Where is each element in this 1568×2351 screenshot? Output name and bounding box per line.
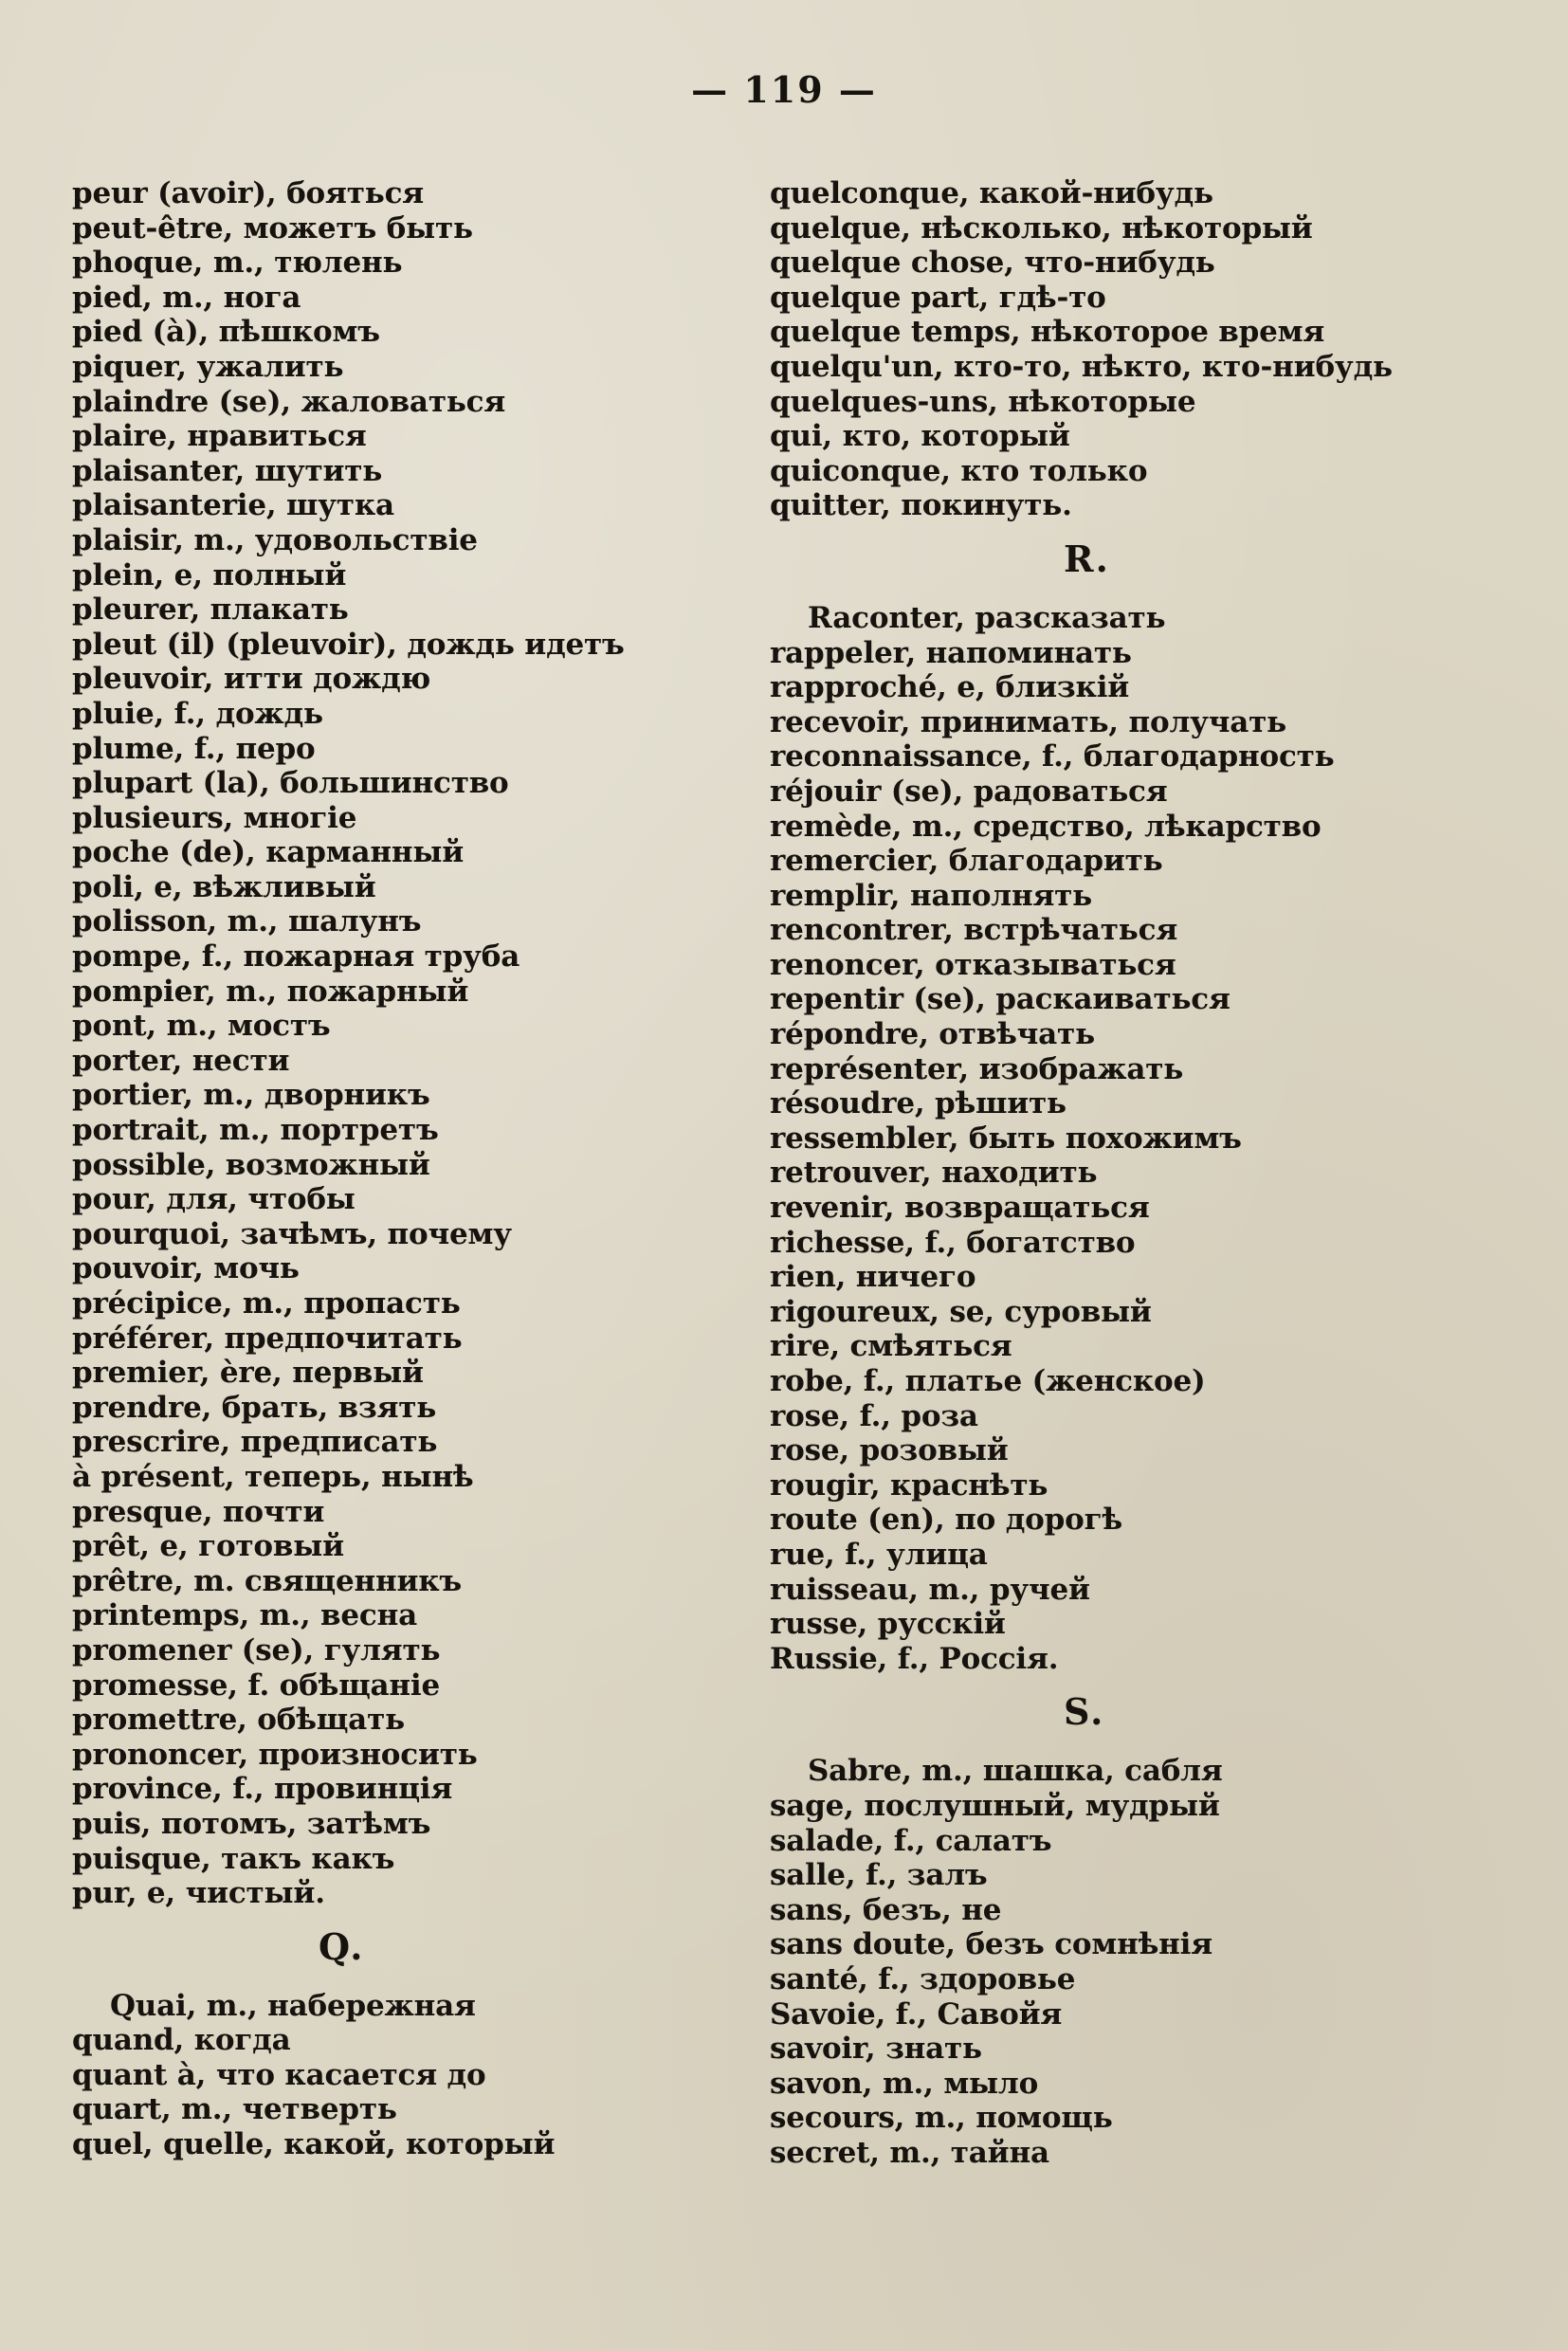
dictionary-entry: rose, розовый (770, 1433, 1009, 1468)
dictionary-entry: plusieurs, многіе (72, 800, 357, 835)
dictionary-entry: Raconter, разсказать (808, 600, 1166, 635)
dictionary-entry: russe, русскій (770, 1607, 1006, 1642)
dictionary-entry: pied, m., нога (72, 280, 301, 315)
dictionary-entry: précipice, m., пропасть (72, 1286, 461, 1321)
dictionary-entry: quelconque, какой-нибудь (770, 176, 1213, 210)
dictionary-entry: sans doute, безъ сомнѣнія (770, 1927, 1212, 1962)
dictionary-entry: quelque part, гдѣ-то (770, 280, 1106, 315)
dictionary-entry: reconnaissance, f., благодарность (770, 739, 1335, 775)
dictionary-entry: quitter, покинуть. (770, 488, 1072, 523)
dictionary-entry: pied (à), пѣшкомъ (72, 315, 380, 350)
dictionary-entry: résoudre, рѣшить (770, 1086, 1067, 1121)
dictionary-entry: plaisanter, шутить (72, 453, 383, 488)
right-entries-q (770, 176, 1471, 523)
dictionary-entry: printemps, m., весна (72, 1598, 417, 1633)
dictionary-entry: rue, f., улица (770, 1537, 988, 1572)
dictionary-entry: poche (de), карманный (72, 835, 465, 870)
dictionary-entry: puisque, такъ какъ (72, 1841, 395, 1876)
dictionary-entry: plein, e, полный (72, 557, 347, 592)
dictionary-entry: rappeler, напоминать (770, 635, 1132, 670)
dictionary-entry: quelque temps, нѣкоторое время (770, 315, 1325, 350)
dictionary-entry: plaisir, m., удовольствіе (72, 522, 478, 557)
dictionary-entry: secret, m., тайна (770, 2135, 1049, 2170)
dictionary-entry: Sabre, m., шашка, сабля (808, 1754, 1223, 1789)
dictionary-entry: robe, f., платье (женское) (770, 1364, 1206, 1398)
dictionary-entry: rencontrer, встрѣчаться (770, 913, 1178, 948)
dictionary-entry: richesse, f., богатство (770, 1225, 1136, 1260)
dictionary-entry: piquer, ужалить (72, 349, 344, 384)
dictionary-entry: plaire, нравиться (72, 419, 367, 454)
dictionary-entry: quelques-uns, нѣкоторые (770, 384, 1196, 419)
dictionary-entry: prêt, e, готовый (72, 1529, 344, 1564)
dictionary-entry: polisson, m., шалунъ (72, 904, 422, 939)
dictionary-entry: pour, для, чтобы (72, 1182, 356, 1217)
dictionary-entry: quelqu'un, кто-то, нѣкто, кто-нибудь (770, 349, 1393, 384)
dictionary-entry: rougir, краснѣть (770, 1467, 1048, 1503)
dictionary-entry: quel, quelle, какой, который (72, 2127, 556, 2162)
dictionary-entry: pompier, m., пожарный (72, 974, 469, 1009)
dictionary-entry: représenter, изображать (770, 1051, 1184, 1086)
dictionary-entry: sans, безъ, не (770, 1892, 1002, 1927)
left-entries-p (72, 176, 774, 1911)
dictionary-entry: rien, ничего (770, 1260, 976, 1295)
dictionary-entry: pleut (il) (pleuvoir), дождь идетъ (72, 627, 625, 662)
dictionary-entry: pouvoir, мочь (72, 1251, 300, 1286)
dictionary-entry: Savoie, f., Савойя (770, 1996, 1063, 2032)
dictionary-entry: répondre, отвѣчать (770, 1017, 1095, 1052)
dictionary-entry: remplir, наполнять (770, 878, 1092, 913)
dictionary-entry: secours, m., помощь (770, 2101, 1113, 2136)
dictionary-entry: quant à, что касается до (72, 2057, 486, 2092)
dictionary-entry: santé, f., здоровье (770, 1961, 1076, 1996)
dictionary-entry: quart, m., четверть (72, 2092, 397, 2127)
dictionary-entry: pont, m., мостъ (72, 1009, 331, 1044)
dictionary-entry: qui, кто, который (770, 419, 1070, 454)
dictionary-entry: ruisseau, m., ручей (770, 1572, 1090, 1607)
dictionary-entry: pur, e, чистый. (72, 1876, 325, 1911)
dictionary-entry: phoque, m., тюлень (72, 246, 403, 281)
dictionary-entry: quand, когда (72, 2023, 291, 2058)
left-column (72, 176, 774, 2162)
dictionary-entry: quelque chose, что-нибудь (770, 246, 1215, 281)
left-entries-q (72, 1989, 774, 2162)
dictionary-entry: plupart (la), большинство (72, 766, 509, 801)
dictionary-entry: rose, f., роза (770, 1398, 978, 1433)
dictionary-entry: prononcer, произносить (72, 1737, 478, 1772)
dictionary-entry: premier, ère, первый (72, 1356, 424, 1391)
dictionary-entry: rigoureux, se, суровый (770, 1294, 1152, 1329)
dictionary-entry: pompe, f., пожарная труба (72, 939, 520, 975)
dictionary-entry: peut-être, можетъ быть (72, 210, 473, 246)
right-entries-r (770, 601, 1471, 1676)
dictionary-entry: préférer, предпочитать (72, 1321, 463, 1356)
dictionary-entry: quelque, нѣсколько, нѣкоторый (770, 210, 1313, 246)
dictionary-entry: quiconque, кто только (770, 453, 1148, 488)
section-heading-s: S. (1064, 1690, 1105, 1734)
dictionary-entry: peur (avoir), бояться (72, 176, 424, 210)
dictionary-entry: repentir (se), раскаиваться (770, 982, 1231, 1017)
dictionary-entry: sage, послушный, мудрый (770, 1788, 1220, 1823)
dictionary-entry: pluie, f., дождь (72, 696, 323, 731)
dictionary-entry: possible, возможный (72, 1147, 430, 1182)
dictionary-entry: route (en), по дорогѣ (770, 1503, 1123, 1538)
right-column (770, 176, 1471, 2170)
section-heading-r: R. (1064, 537, 1110, 580)
dictionary-entry: renoncer, отказываться (770, 947, 1176, 982)
dictionary-entry: ressembler, быть похожимъ (770, 1121, 1242, 1156)
dictionary-entry: à présent, теперь, нынѣ (72, 1459, 474, 1494)
dictionary-entry: remède, m., средство, лѣкарство (770, 809, 1322, 844)
dictionary-entry: portrait, m., портретъ (72, 1113, 439, 1148)
dictionary-entry: réjouir (se), радоваться (770, 774, 1168, 809)
dictionary-entry: promener (se), гулять (72, 1632, 441, 1668)
dictionary-entry: pleuvoir, итти дождю (72, 662, 431, 697)
dictionary-entry: prendre, брать, взять (72, 1390, 437, 1425)
dictionary-entry: prescrire, предписать (72, 1425, 438, 1460)
dictionary-entry: savon, m., мыло (770, 2066, 1039, 2101)
dictionary-entry: plaindre (se), жаловаться (72, 384, 506, 419)
dictionary-entry: porter, нести (72, 1043, 290, 1078)
dictionary-entry: salle, f., залъ (770, 1858, 988, 1893)
dictionary-entry: pourquoi, зачѣмъ, почему (72, 1216, 512, 1251)
dictionary-entry: retrouver, находить (770, 1156, 1098, 1191)
dictionary-entry: recevoir, принимать, получать (770, 704, 1286, 739)
dictionary-entry: prêtre, m. священникъ (72, 1563, 463, 1598)
dictionary-entry: presque, почти (72, 1494, 325, 1529)
page-number: — 119 — (691, 68, 877, 111)
dictionary-entry: poli, e, вѣжливый (72, 869, 376, 904)
dictionary-entry: plaisanterie, шутка (72, 488, 394, 523)
dictionary-entry: rapproché, e, близкій (770, 670, 1130, 705)
dictionary-entry: Quai, m., набережная (110, 1988, 476, 2023)
dictionary-entry: portier, m., дворникъ (72, 1078, 430, 1113)
dictionary-entry: plume, f., перо (72, 731, 316, 766)
dictionary-entry: revenir, возвращаться (770, 1191, 1150, 1226)
dictionary-entry: rire, смѣяться (770, 1329, 1012, 1364)
dictionary-entry: promettre, обѣщать (72, 1703, 405, 1738)
right-entries-s (770, 1754, 1471, 2170)
dictionary-entry: Russie, f., Россія. (770, 1641, 1059, 1676)
dictionary-entry: savoir, знать (770, 2032, 982, 2067)
dictionary-entry: pleurer, плакать (72, 592, 349, 628)
dictionary-entry: remercier, благодарить (770, 844, 1163, 879)
section-heading-q: Q. (319, 1924, 365, 1968)
dictionary-entry: province, f., провинція (72, 1772, 453, 1807)
dictionary-entry: salade, f., салатъ (770, 1823, 1052, 1858)
dictionary-entry: promesse, f. обѣщаніе (72, 1668, 441, 1703)
dictionary-entry: puis, потомъ, затѣмъ (72, 1806, 431, 1841)
